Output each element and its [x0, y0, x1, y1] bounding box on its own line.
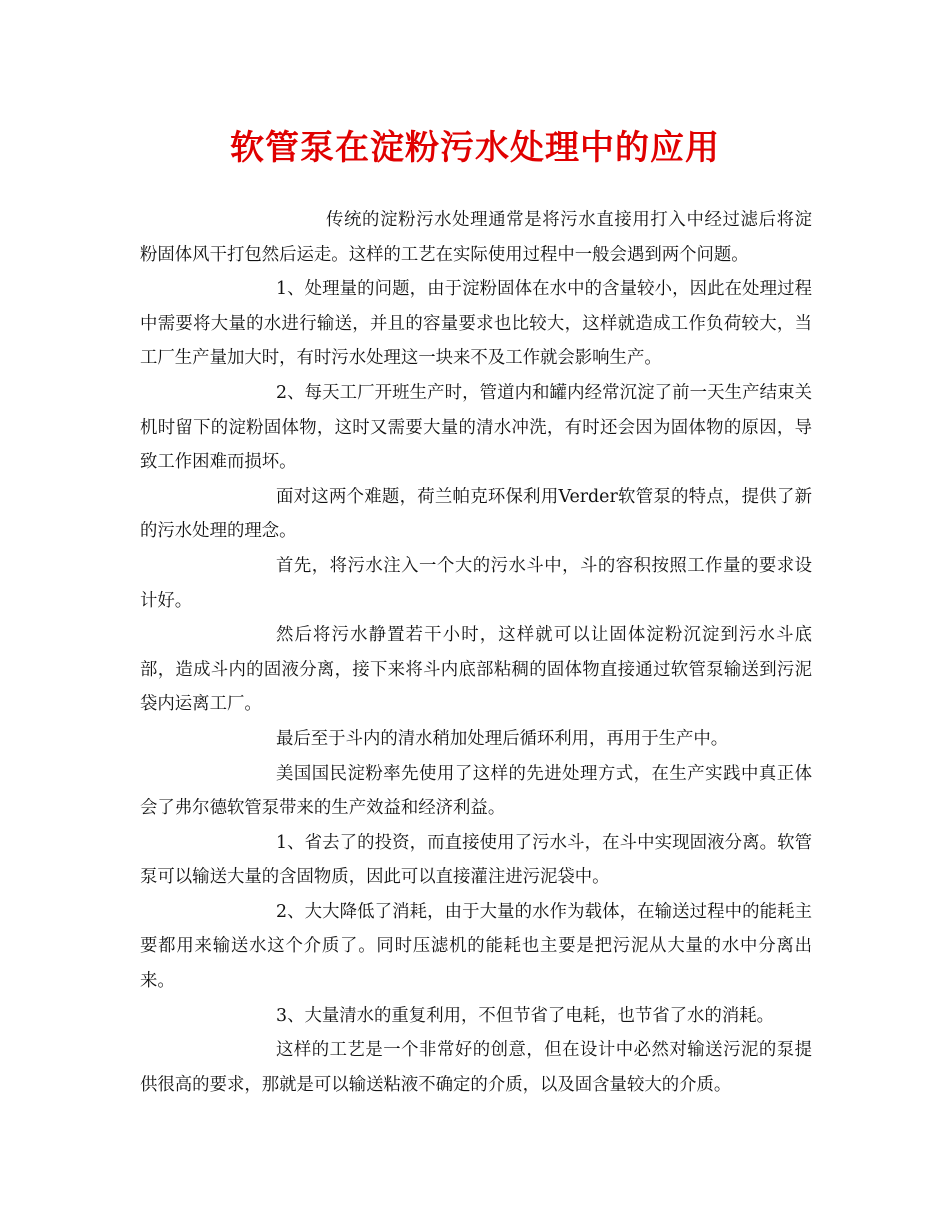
paragraph: 1、处理量的问题，由于淀粉固体在水中的含量较小，因此在处理过程中需要将大量的水进行输送，并且的容量要求也比较大，这样就造成工作负荷较大，当工厂生产量加大时，有时污水处理这一块来不及工作就会影响生产。 [140, 279, 812, 369]
paragraph: 3、大量清水的重复利用，不但节省了电耗，也节省了水的消耗。 [276, 1005, 775, 1026]
paragraph: 面对这两个难题，荷兰帕克环保利用Verder软管泵的特点，提供了新的污水处理的理念。 [140, 486, 812, 542]
paragraph: 2、每天工厂开班生产时，管道内和罐内经常沉淀了前一天生产结束关机时留下的淀粉固体物，这时又需要大量的清水冲洗，有时还会因为固体物的原因，导致工作困难而损坏。 [140, 382, 812, 473]
paragraph: 传统的淀粉污水处理通常是将污水直接用打入中经过滤后将淀粉固体风干打包然后运走。这样的工艺在实际使用过程中一般会遇到两个问题。 [140, 210, 812, 265]
paragraph: 这样的工艺是一个非常好的创意，但在设计中必然对输送污泥的泵提供很高的要求，那就是可以输送粘液不确定的介质，以及固含量较大的介质。 [140, 1040, 812, 1095]
document-body [140, 203, 812, 1102]
paragraph: 2、大大降低了消耗，由于大量的水作为载体，在输送过程中的能耗主要都用来输送水这个介质了。同时压滤机的能耗也主要是把污泥从大量的水中分离出来。 [140, 901, 812, 992]
paragraph: 美国国民淀粉率先使用了这样的先进处理方式，在生产实践中真正体会了弗尔德软管泵带来的生产效益和经济利益。 [140, 763, 812, 819]
document-title: 软管泵在淀粉污水处理中的应用 [230, 128, 720, 168]
paragraph: 然后将污水静置若干小时，这样就可以让固体淀粉沉淀到污水斗底部，造成斗内的固液分离，接下来将斗内底部粘稠的固体物直接通过软管泵输送到污泥袋内运离工厂。 [140, 625, 812, 715]
paragraph: 最后至于斗内的清水稍加处理后循环利用，再用于生产中。 [276, 728, 729, 749]
paragraph: 首先，将污水注入一个大的污水斗中，斗的容积按照工作量的要求设计好。 [140, 555, 812, 611]
paragraph: 1、省去了的投资，而直接使用了污水斗，在斗中实现固液分离。软管泵可以输送大量的含固物质，因此可以直接灌注进污泥袋中。 [140, 832, 812, 888]
